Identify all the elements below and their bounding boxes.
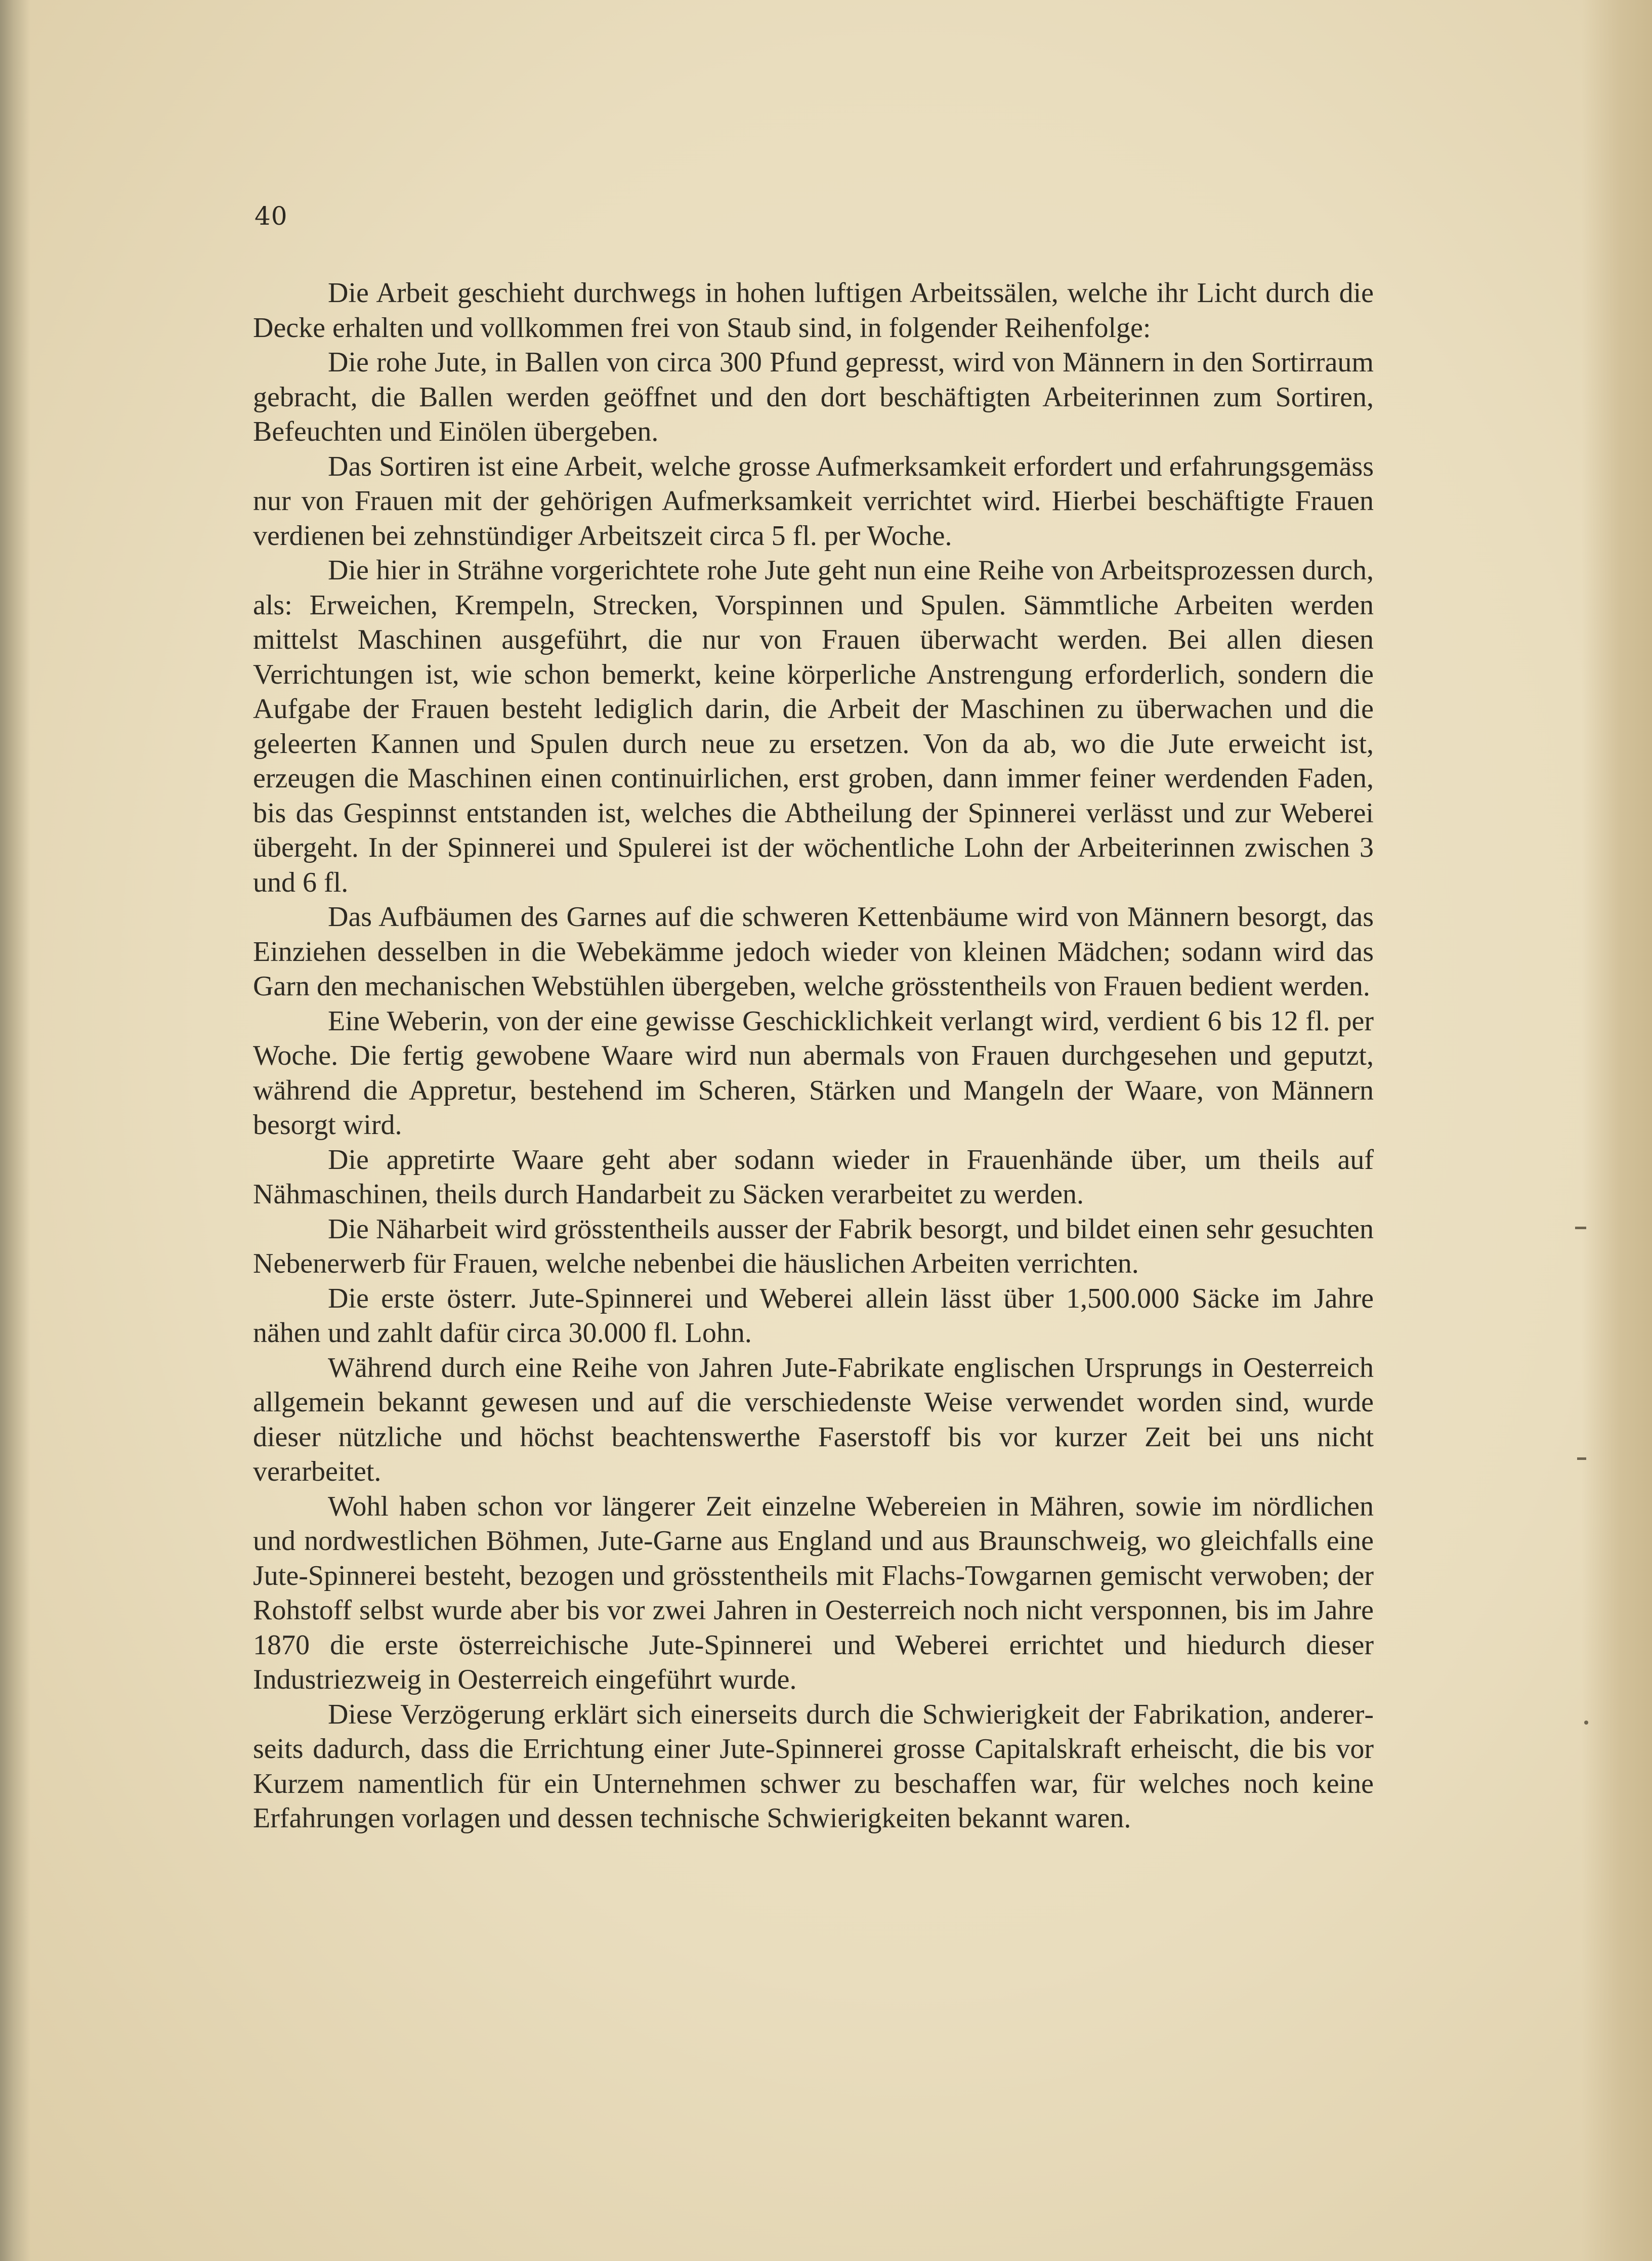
edge-mark — [1577, 1457, 1586, 1460]
binding-gutter-shadow — [0, 0, 30, 2261]
paragraph: Die Näharbeit wird grösstentheils ausser der Fabrik besorgt, und bildet einen sehr gesuchten Nebenerwerb für Frauen, welche nebenbei die häuslichen Arbeiten verrichten. — [253, 1213, 1374, 1279]
edge-dot — [1584, 1721, 1588, 1725]
paragraph: Diese Verzögerung erklärt sich einerseits durch die Schwierigkeit der Fabrikation, andererseits dadurch, dass die Errichtung einer Jute-Spinnerei grosse Capitalskraft erheischt, die bis vor Kurzem namentlich für ein Unternehmen schwer zu beschaffen war, für welches noch keine Erfahrungen vorlagen und dessen technische Schwierigkeiten bekannt waren. — [253, 1698, 1374, 1834]
page-edge — [1581, 0, 1652, 2261]
paragraph: Die Arbeit geschieht durchwegs in hohen luftigen Arbeitssälen, welche ihr Licht durch die Decke erhalten und vollkommen frei von Staub sind, in folgender Reihenfolge: — [253, 277, 1374, 344]
paragraph: Eine Weberin, von der eine gewisse Geschicklichkeit verlangt wird, verdient 6 bis 12 fl. per Woche. Die fertig gewobene Waare wird nun abermals von Frauen durchgesehen und geputzt, während die Appretur, bestehend im Scheren, Stärken und Mangeln der Waare, von Männern besorgt wird. — [253, 1005, 1374, 1141]
paragraph: Die rohe Jute, in Ballen von circa 300 Pfund gepresst, wird von Männern in den Sortirraum gebracht, die Ballen werden geöffnet und den dort beschäftigten Arbeiterinnen zum Sortiren, Befeuchten und Einölen übergeben. — [253, 347, 1374, 447]
page-number: 40 — [255, 201, 288, 231]
paragraph: Das Aufbäumen des Garnes auf die schweren Kettenbäume wird von Männern besorgt, das Einziehen desselben in die Webekämme jedoch wieder von kleinen Mädchen; sodann wird das Garn den mechanischen Webstühlen übergeben, welche grösstentheils von Frauen bedient werden. — [253, 901, 1374, 1002]
paragraph: Die erste österr. Jute-Spinnerei und Weberei allein lässt über 1,500.000 Säcke im Jahre nähen und zahlt dafür circa 30.000 fl. Lohn. — [253, 1282, 1374, 1349]
paragraph: Das Sortiren ist eine Arbeit, welche grosse Aufmerksamkeit erfordert und erfahrungsgemäss nur von Frauen mit der gehörigen Aufmerksamkeit verrichtet wird. Hierbei beschäftigte Frauen verdienen bei zehnstündiger Arbeitszeit circa 5 fl. per Woche. — [253, 450, 1374, 552]
paragraph: Die hier in Strähne vorgerichtete rohe Jute geht nun eine Reihe von Arbeitsprozessen durch, als: Erweichen, Krempeln, Strecken, Vorspinnen und Spulen. Sämmtliche Arbeiten werden mittelst Maschinen ausgeführt, die nur von Frauen überwacht werden. Bei allen diesen Verrichtungen ist, wie schon bemerkt, keine körperliche Anstrengung erforderlich, sondern die Aufgabe der Frauen besteht lediglich darin, die Arbeit der Maschinen zu überwachen und die geleerten Kannen und Spulen durch neue zu ersetzen. Von da ab, wo die Jute erweicht ist, erzeugen die Maschinen einen continuirlichen, erst groben, dann immer feiner werdenden Faden, bis das Gespinnst entstanden ist, welches die Abtheilung der Spinnerei verlässt und zur Weberei übergeht. In der Spinnerei und Spulerei ist der wöchentliche Lohn der Arbeiterinnen zwischen 3 und 6 fl. — [253, 555, 1374, 898]
paragraph: Während durch eine Reihe von Jahren Jute-Fabrikate englischen Ursprungs in Oesterreich allgemein bekannt gewesen und auf die verschiedenste Weise verwendet worden sind, wurde dieser nützliche und höchst beachtenswerthe Faserstoff bis vor kurzer Zeit bei uns nicht verarbeitet. — [253, 1352, 1374, 1487]
paragraph: Wohl haben schon vor längerer Zeit einzelne Webereien in Mähren, sowie im nördlichen und nordwestlichen Böhmen, Jute-Garne aus England und aus Braunschweig, wo gleichfalls eine Jute-Spinnerei besteht, bezogen und grösstentheils mit Flachs-Towgarnen gemischt verwoben; der Rohstoff selbst wurde aber bis vor zwei Jahren in Oesterreich noch nicht versponnen, bis im Jahre 1870 die erste österreichische Jute-Spinnerei und Weberei errichtet und hiedurch dieser Industriezweig in Oesterreich eingeführt wurde. — [253, 1490, 1374, 1695]
paragraph: Die appretirte Waare geht aber sodann wieder in Frauenhände über, um theils auf Nähmaschinen, theils durch Handarbeit zu Säcken verarbeitet zu werden. — [253, 1144, 1374, 1210]
body-text — [253, 276, 1374, 1836]
edge-mark — [1575, 1227, 1586, 1229]
